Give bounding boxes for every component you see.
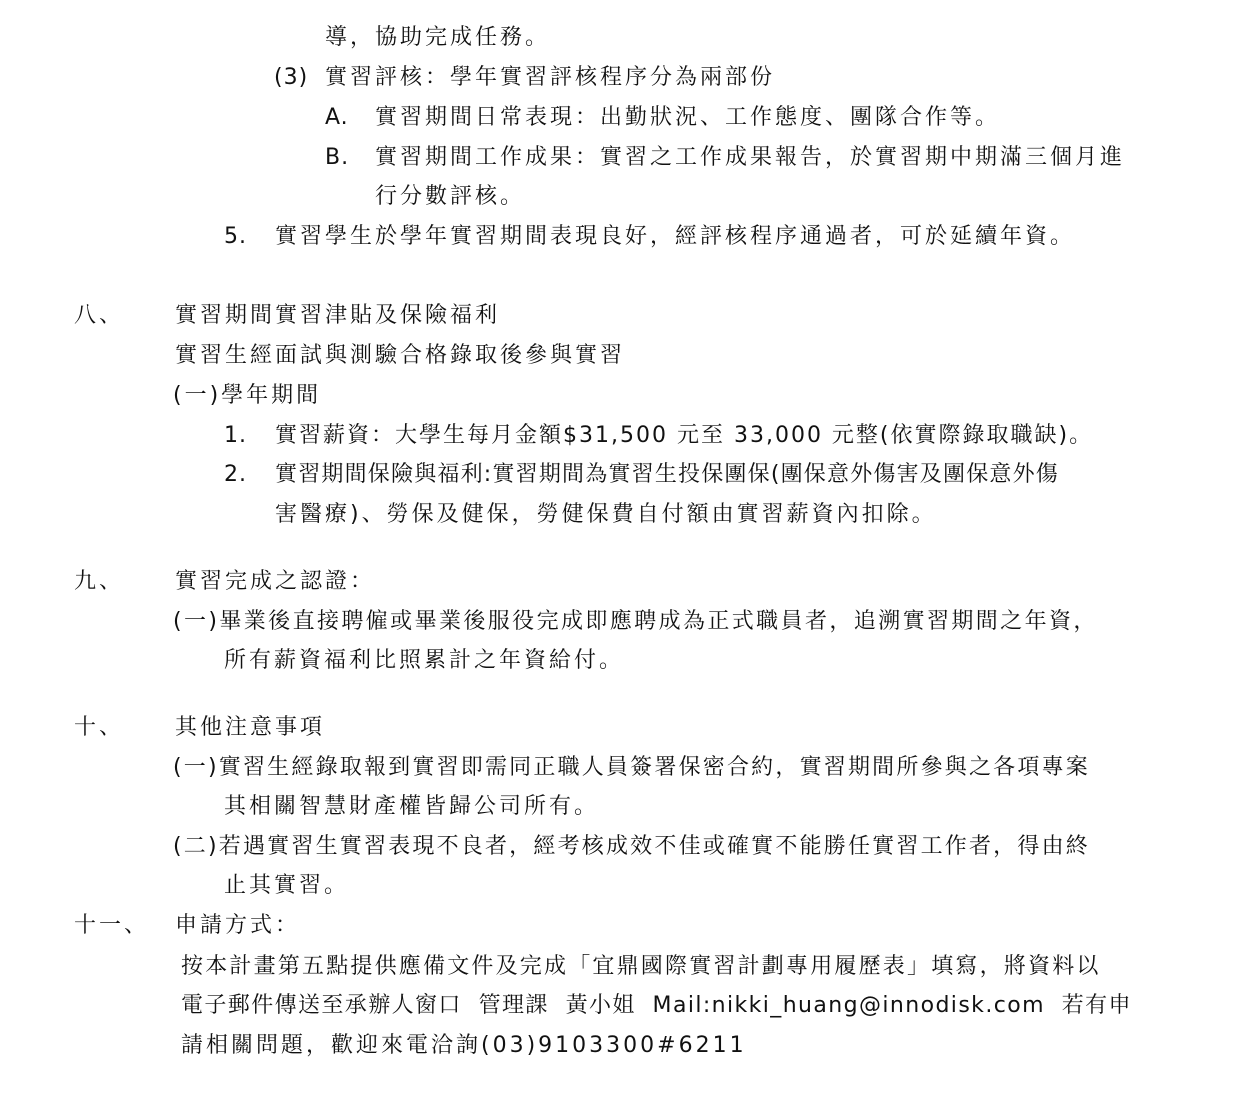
item7-3-a-text: 實習期間日常表現：出勤狀況、工作態度、團隊合作等。 [375,105,1001,130]
section10-title: 其他注意事項 [175,715,326,740]
section11-text-line3: 請相關問題，歡迎來電洽詢(03)9103300#6211 [181,1033,747,1058]
item7-5-number: 5. [224,224,247,249]
section10-number: 十、 [74,715,125,740]
item7-3-number: (3) [274,65,309,90]
section8-intro: 實習生經面試與測驗合格錄取後參與實習 [175,343,626,368]
section8-item2-number: 2. [224,462,247,487]
section8-item2-text-line1: 實習期間保險與福利:實習期間為實習生投保團保(團保意外傷害及團保意外傷 [275,462,1059,487]
section9-item1-text-line2: 所有薪資福利比照累計之年資給付。 [224,648,625,673]
section8-subheading: (一)學年期間 [173,383,322,408]
section10-item1-text-line1: (一)實習生經錄取報到實習即需同正職人員簽署保密合約，實習期間所參與之各項專案 [173,755,1090,780]
item7-3-b-number: B. [325,145,350,170]
item7-3-b-text-line1: 實習期間工作成果：實習之工作成果報告，於實習期中期滿三個月進 [375,145,1126,170]
item7-3-b-text-line2: 行分數評核。 [375,184,526,209]
section11-text-line2: 電子郵件傳送至承辦人窗口 管理課 黃小姐 Mail:nikki_huang@innodisk.com 若有申 [181,993,1132,1018]
item7-3-a-number: A. [325,105,349,130]
section10-item2-text-line1: (二)若遇實習生實習表現不良者，經考核成效不佳或確實不能勝任實習工作者，得由終 [173,834,1090,859]
section11-number: 十一、 [74,913,150,938]
item7-5-text: 實習學生於學年實習期間表現良好，經評核程序通過者，可於延續年資。 [275,224,1076,249]
section8-item1-number: 1. [224,423,247,448]
section8-title: 實習期間實習津貼及保險福利 [175,303,501,328]
section8-item1-text: 實習薪資：大學生每月金額$31,500 元至 33,000 元整(依實際錄取職缺)。 [275,423,1094,448]
section8-number: 八、 [74,303,125,328]
section8-item2-text-line2: 害醫療)、勞保及健保，勞健保費自付額由實習薪資內扣除。 [275,502,937,527]
section10-item2-text-line2: 止其實習。 [224,873,350,898]
section9-number: 九、 [74,569,125,594]
section10-item1-text-line2: 其相關智慧財產權皆歸公司所有。 [224,794,600,819]
section11-title: 申請方式： [175,913,301,938]
item7-3-text: 實習評核：學年實習評核程序分為兩部份 [325,65,776,90]
item7-continuation: 導，協助完成任務。 [325,25,551,50]
section9-title: 實習完成之認證： [175,569,376,594]
section9-item1-text-line1: (一)畢業後直接聘僱或畢業後服役完成即應聘成為正式職員者，追溯實習期間之年資， [173,609,1098,634]
section11-text-line1: 按本計畫第五點提供應備文件及完成「宜鼎國際實習計劃專用履歷表」填寫，將資料以 [181,954,1101,979]
